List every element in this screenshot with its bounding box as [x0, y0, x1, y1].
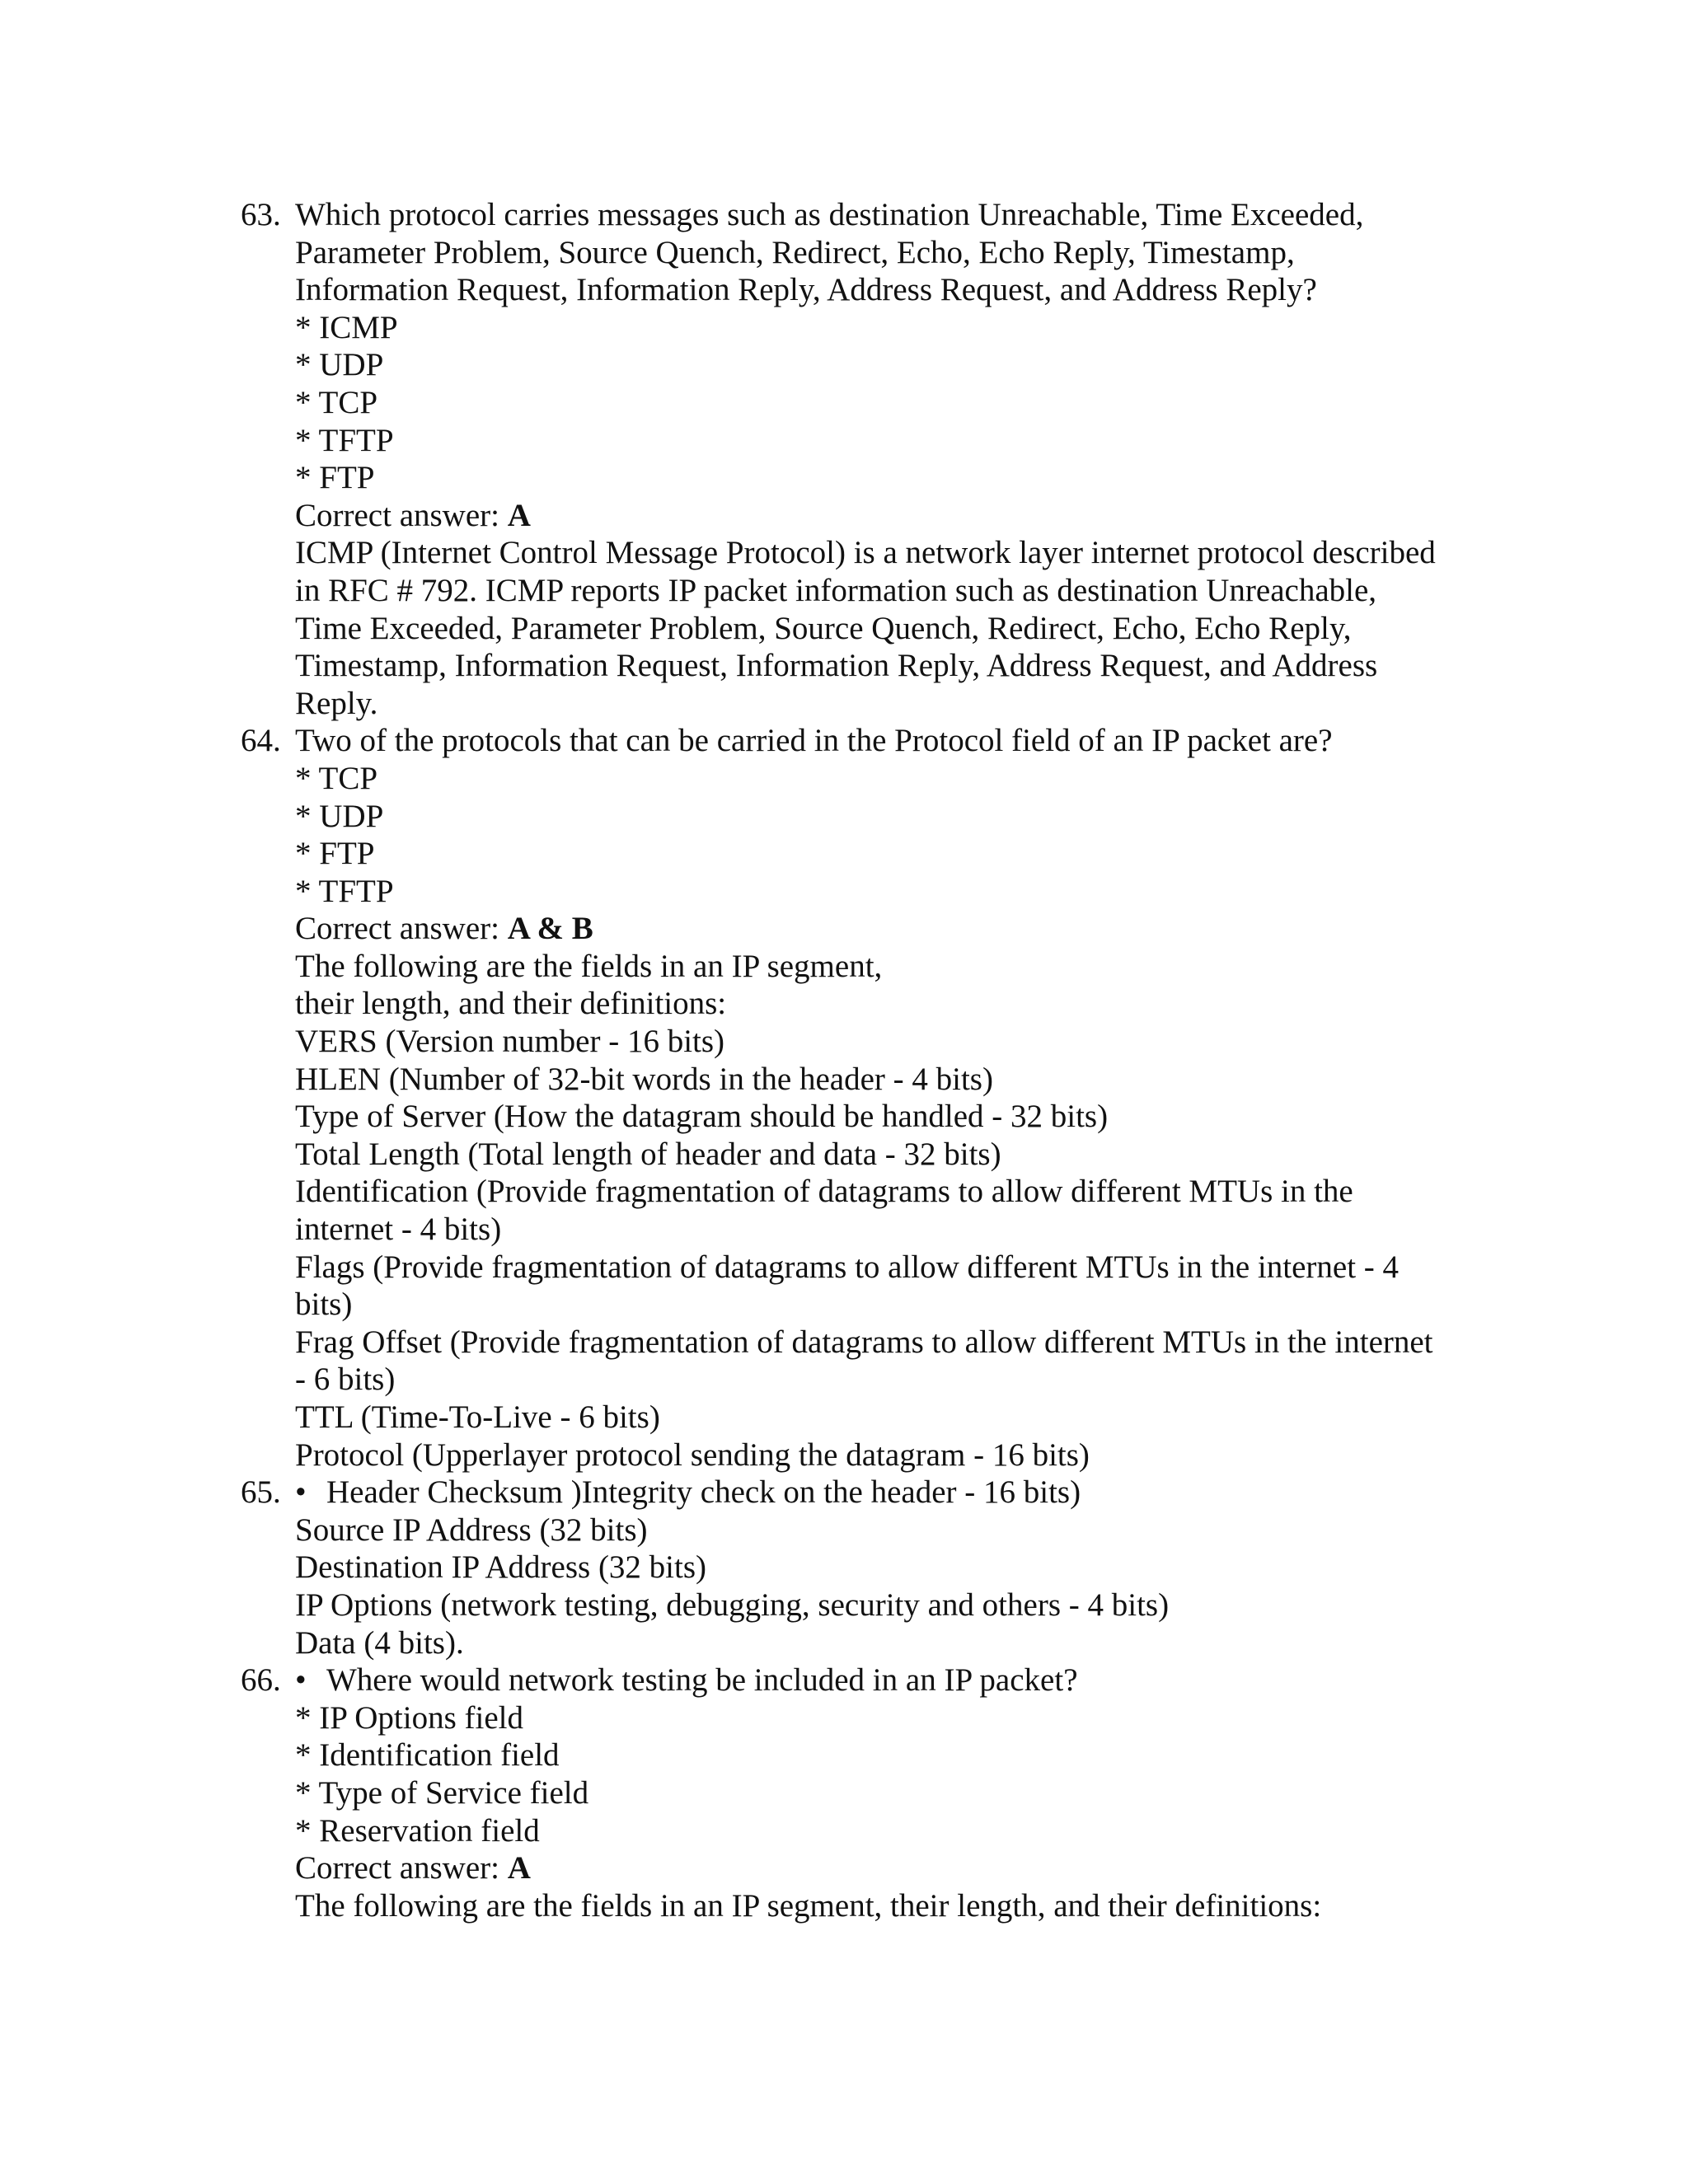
- bullet-icon: •: [295, 1474, 307, 1511]
- explanation-line: The following are the fields in an IP segment, their length, and their definitions:: [295, 1887, 1322, 1924]
- explanation-line: Frag Offset (Provide fragmentation of datagrams to allow different MTUs in the internet: [295, 1324, 1433, 1360]
- correct-answer-label: Correct answer:: [295, 1850, 499, 1886]
- question-text-line: Two of the protocols that can be carried in the Protocol field of an IP packet are?: [295, 723, 1333, 759]
- explanation-line: - 6 bits): [295, 1361, 396, 1398]
- question-text-line: Which protocol carries messages such as destination Unreachable, Time Exceeded,: [295, 197, 1364, 232]
- answer-option: * IP Options field: [295, 1699, 523, 1736]
- answer-option: * Identification field: [295, 1737, 560, 1774]
- explanation-line: their length, and their definitions:: [295, 986, 727, 1022]
- explanation-line: TTL (Time-To-Live - 6 bits): [295, 1399, 660, 1435]
- bulleted-line: [295, 1661, 1461, 1699]
- answer-option: * UDP: [295, 798, 384, 834]
- question-text-line: Information Request, Information Reply, Address Request, and Address Reply?: [295, 272, 1317, 308]
- answer-option: * TCP: [295, 384, 378, 420]
- explanation-line: internet - 4 bits): [295, 1212, 502, 1248]
- correct-answer: [295, 497, 1461, 535]
- correct-answer: [295, 1849, 1461, 1887]
- question-number: 66.: [241, 1662, 281, 1699]
- question-number: 63.: [241, 197, 281, 232]
- answer-option: * FTP: [295, 460, 375, 496]
- explanation-line: Type of Server (How the datagram should be handled - 32 bits): [295, 1099, 1109, 1135]
- answer-option: * ICMP: [295, 309, 398, 345]
- field-line: Destination IP Address (32 bits): [295, 1549, 707, 1586]
- explanation-line: Protocol (Upperlayer protocol sending the datagram - 16 bits): [295, 1436, 1090, 1473]
- correct-answer-label: Correct answer:: [295, 497, 499, 533]
- bulleted-line: [295, 1474, 1461, 1511]
- bulleted-text: Where would network testing be included in an IP packet?: [326, 1662, 1078, 1699]
- explanation-line: Timestamp, Information Request, Information Reply, Address Request, and Address: [295, 648, 1378, 684]
- answer-option: * FTP: [295, 836, 375, 872]
- question-number: 64.: [241, 723, 281, 759]
- explanation-line: Flags (Provide fragmentation of datagrams to allow different MTUs in the internet - 4: [295, 1249, 1400, 1285]
- explanation-line: HLEN (Number of 32-bit words in the header - 4 bits): [295, 1061, 993, 1097]
- question-63: [241, 196, 1461, 722]
- correct-answer-value: A & B: [507, 911, 593, 947]
- bulleted-text: Header Checksum )Integrity check on the header - 16 bits): [326, 1474, 1081, 1511]
- answer-option: * UDP: [295, 347, 384, 383]
- explanation-line: bits): [295, 1286, 353, 1323]
- field-line: Source IP Address (32 bits): [295, 1511, 648, 1548]
- question-list: [241, 196, 1461, 1924]
- correct-answer-value: A: [507, 497, 531, 533]
- explanation-line: in RFC # 792. ICMP reports IP packet information such as destination Unreachable,: [295, 572, 1377, 608]
- answer-option: * TFTP: [295, 873, 394, 909]
- field-line: Data (4 bits).: [295, 1624, 464, 1661]
- explanation-line: Identification (Provide fragmentation of datagrams to allow different MTUs in the: [295, 1174, 1353, 1210]
- correct-answer: [295, 910, 1461, 948]
- question-65: [241, 1474, 1461, 1661]
- explanation-line: The following are the fields in an IP segment,: [295, 948, 883, 984]
- correct-answer-value: A: [507, 1850, 531, 1886]
- explanation-line: VERS (Version number - 16 bits): [295, 1024, 725, 1060]
- explanation-line: Time Exceeded, Parameter Problem, Source Quench, Redirect, Echo, Echo Reply,: [295, 610, 1352, 646]
- question-number: 65.: [241, 1474, 281, 1511]
- field-line: IP Options (network testing, debugging, security and others - 4 bits): [295, 1586, 1170, 1623]
- answer-option: * Reservation field: [295, 1812, 540, 1849]
- question-text-line: Parameter Problem, Source Quench, Redirect, Echo, Echo Reply, Timestamp,: [295, 234, 1295, 270]
- bullet-icon: •: [295, 1662, 307, 1699]
- explanation-line: ICMP (Internet Control Message Protocol) is a network layer internet protocol described: [295, 535, 1436, 571]
- explanation-line: Reply.: [295, 685, 378, 721]
- question-64: [241, 722, 1461, 1474]
- correct-answer-label: Correct answer:: [295, 911, 499, 947]
- answer-option: * Type of Service field: [295, 1774, 589, 1811]
- question-66: [241, 1661, 1461, 1924]
- answer-option: * TFTP: [295, 422, 394, 458]
- explanation-line: Total Length (Total length of header and data - 32 bits): [295, 1136, 1001, 1172]
- answer-option: * TCP: [295, 760, 378, 796]
